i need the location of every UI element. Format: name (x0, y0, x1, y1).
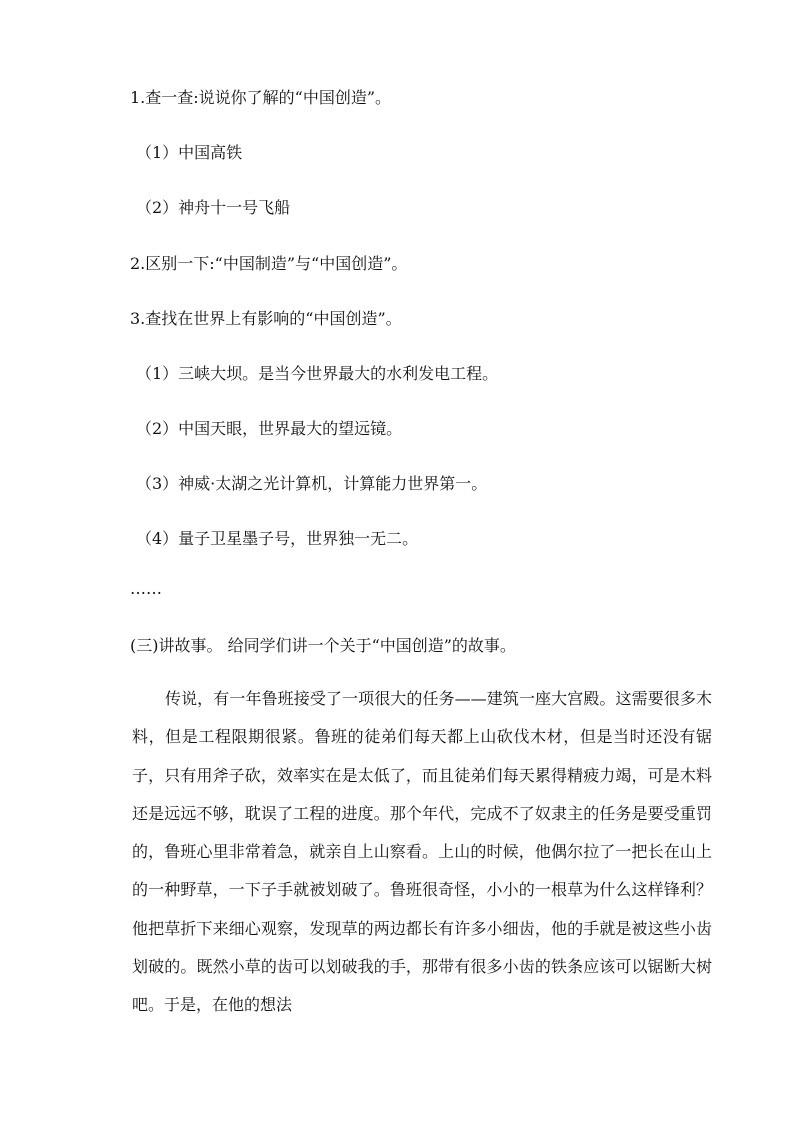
heading-item-2: 2.区别一下:“中国制造”与“中国创造”。 (130, 254, 408, 273)
sub-item-shenzhou-11: （2）神舟十一号飞船 (136, 198, 291, 217)
ellipsis: …… (130, 579, 162, 598)
section-heading-story: (三)讲故事。 给同学们讲一个关于“中国创造”的故事。 (130, 636, 516, 655)
sub-item-micius-satellite: （4）量子卫星墨子号，世界独一无二。 (136, 529, 419, 548)
story-paragraph: 传说，有一年鲁班接受了一项很大的任务——建筑一座大宫殿。这需要很多木料，但是工程限期很紧。鲁班的徒弟们每天都上山砍伐木材，但是当时还没有锯子，只有用斧子砍，效率实在是太低了，而且徒弟们每天累得精疲力竭，可是木料还是远远不够，耽误了工程的进度。那个年代，完成不了奴隶主的任务是要受重罚的，鲁班心里非常着急，就亲自上山察看。上山的时候，他偶尔拉了一把长在山上的一种野草，一下子手就被划破了。鲁班很奇怪，小小的一根草为什么这样锋利？他把草折下来细心观察，发现草的两边都长有许多小细齿，他的手就是被这些小齿划破的。既然小草的齿可以划破我的手，那带有很多小齿的铁条应该可以锯断大树吧。于是，在他的想法 (132, 689, 712, 1015)
heading-item-1: 1.查一查:说说你了解的“中国创造”。 (130, 88, 392, 107)
heading-item-3: 3.查找在世界上有影响的“中国创造”。 (130, 309, 402, 328)
sub-item-fast-telescope: （2）中国天眼，世界最大的望远镜。 (136, 419, 403, 438)
sub-item-sunway-taihulight: （3）神威·太湖之光计算机，计算能力世界第一。 (136, 474, 488, 493)
sub-item-three-gorges: （1）三峡大坝。是当今世界最大的水利发电工程。 (136, 364, 499, 383)
sub-item-high-speed-rail: （1）中国高铁 (136, 143, 243, 162)
